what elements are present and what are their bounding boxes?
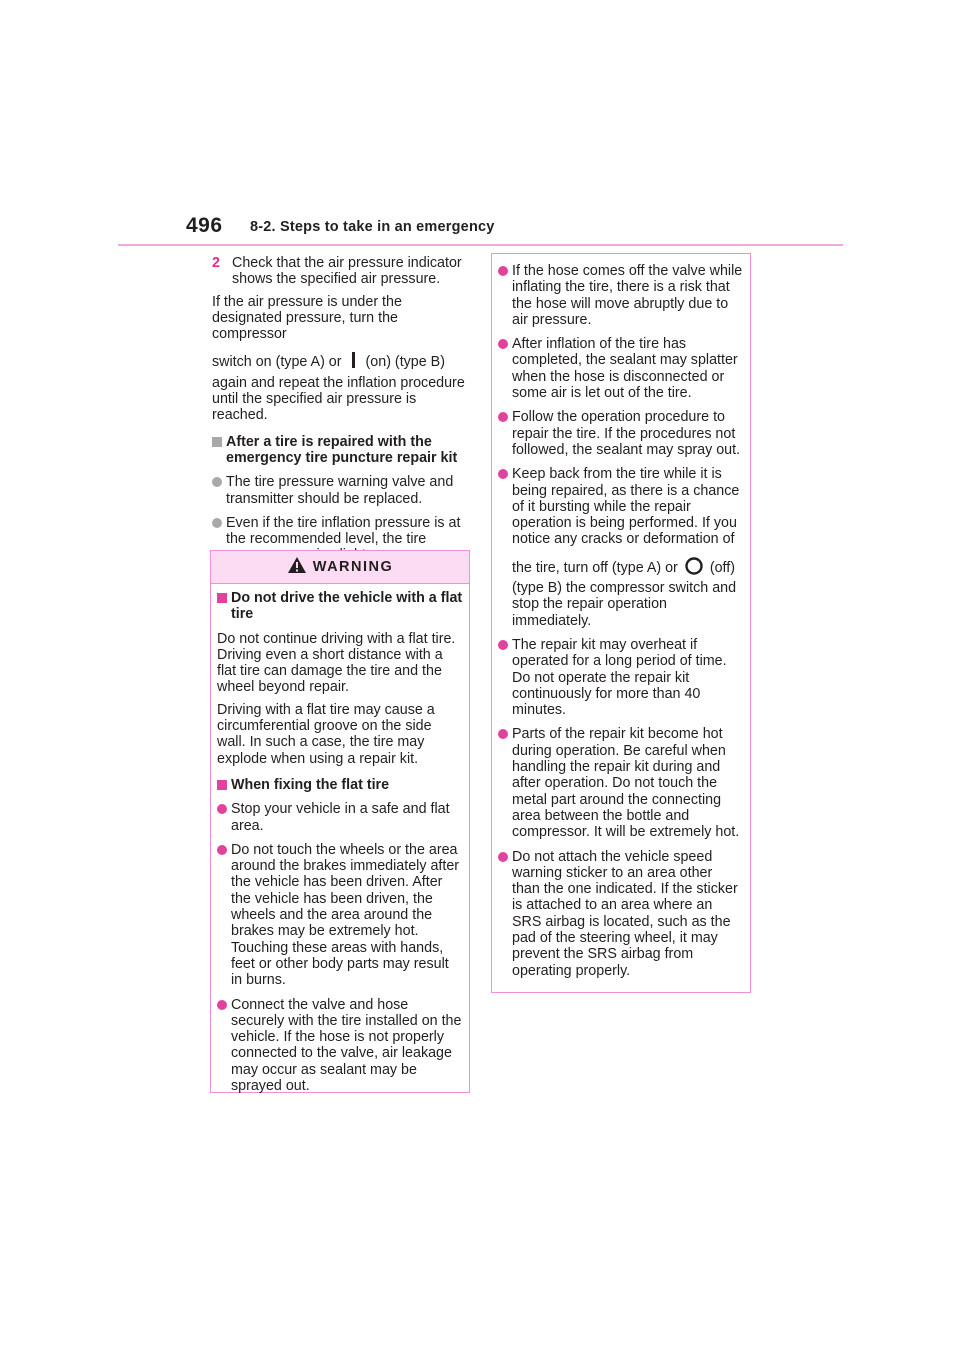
bullet-dot-icon: [498, 640, 508, 650]
right-bullet-3: [498, 409, 744, 458]
bullet-dot-icon: [217, 804, 227, 814]
warning-bullet-1: [217, 801, 463, 834]
bullet-dot-icon: [217, 1000, 227, 1010]
bullet-dot-icon: [212, 477, 222, 487]
step-2: [212, 255, 470, 288]
right-bullet-4-part3: (type B) the compressor switch and stop the repair operation immediately.: [512, 580, 737, 629]
inflation-para-2: [212, 352, 470, 372]
right-warning-continued: [491, 253, 751, 993]
square-bullet-icon: [217, 593, 227, 603]
bullet-dot-icon: [498, 729, 508, 739]
right-bullet-7-text: Do not attach the vehicle speed warning sticker to an area other than the one indicated. If the sticker is attached to an area where an SRS airbag is located, such as the pad of the steering wheel, it may prevent the SRS airbag from operating properly.: [512, 848, 738, 979]
warning-triangle-icon: [287, 556, 307, 578]
left-bullet-1: [212, 474, 470, 507]
right-bullet-4: [498, 466, 744, 629]
switch-on-type-a-text: switch on (type A) or: [212, 354, 342, 371]
step-number: 2: [212, 255, 220, 271]
square-bullet-icon: [212, 437, 222, 447]
step-text: Check that the air pressure indicator shows the specified air pressure.: [232, 255, 462, 288]
right-bullet-1-text: If the hose comes off the valve while inflating the tire, there is a risk that the hose will move abruptly due to air pressure.: [512, 263, 743, 328]
switch-on-type-b-text: (on) (type B): [365, 354, 445, 371]
right-bullet-4-line: [512, 556, 744, 580]
bullet-dot-icon: [498, 469, 508, 479]
warning-subhead-1: [217, 590, 463, 623]
bullet-dot-icon: [498, 339, 508, 349]
warning-bullet-3: [217, 997, 463, 1095]
warning-body: [211, 584, 469, 1094]
off-symbol-icon: [684, 556, 704, 580]
warning-subhead-2-text: When fixing the flat tire: [231, 776, 390, 793]
section-title: 8-2. Steps to take in an emergency: [250, 219, 495, 235]
bullet-dot-icon: [498, 852, 508, 862]
on-symbol-icon: [348, 352, 360, 372]
bullet-dot-icon: [217, 845, 227, 855]
header-rule: [118, 244, 843, 246]
right-bullet-3-text: Follow the operation procedure to repair the tire. If the procedures not followed, the sealant may spray out.: [512, 409, 741, 458]
left-bullet-1-text: The tire pressure warning valve and transmitter should be replaced.: [226, 474, 454, 507]
right-bullet-5-text: The repair kit may overheat if operated for a long period of time. Do not operate the repair kit continuously for more than 40 minutes.: [512, 636, 727, 719]
warning-para-1: Do not continue driving with a flat tire. Driving even a short distance with a flat tire can damage the tire and the wheel beyond repair.: [217, 630, 456, 696]
right-bullet-7: [498, 849, 744, 979]
turn-off-type-a-text: the tire, turn off (type A) or: [512, 559, 678, 576]
repaired-subhead: [212, 434, 470, 467]
right-bullet-4-part1: Keep back from the tire while it is being repaired, as there is a chance of it bursting while the repair operation is being performed. If you notice any cracks or deformation of: [512, 466, 740, 548]
bullet-dot-icon: [212, 518, 222, 528]
warning-title: WARNING: [312, 558, 394, 575]
warning-subhead-2: [217, 777, 463, 793]
inflation-para-3: again and repeat the inflation procedure until the specified air pressure is reached.: [212, 374, 465, 424]
warning-bullet-2: [217, 842, 463, 989]
inflation-para-1: If the air pressure is under the designated pressure, turn the compressor: [212, 293, 402, 343]
warning-bullet-3-text: Connect the valve and hose securely with the tire installed on the vehicle. If the hose is not properly connected to the valve, air leakage may occur as sealant may be sprayed out.: [231, 996, 462, 1095]
repaired-subhead-text: After a tire is repaired with the emergency tire puncture repair kit: [226, 433, 458, 466]
right-bullet-1: [498, 263, 744, 328]
warning-bullet-2-text: Do not touch the wheels or the area around the brakes immediately after the vehicle has been driven. After the vehicle has been driven, the wheels and the area around the brakes may be extremely hot. Touching these areas with hands, feet or other body parts may result in burns.: [231, 841, 460, 989]
left-column: [212, 255, 470, 588]
right-bullet-4-body: [512, 466, 744, 629]
right-bullet-5: [498, 637, 744, 718]
page-number: 496: [186, 214, 223, 237]
warning-bullet-1-text: Stop your vehicle in a safe and flat area.: [231, 801, 450, 834]
right-bullet-2: [498, 336, 744, 401]
bullet-dot-icon: [498, 266, 508, 276]
warning-subhead-1-text: Do not drive the vehicle with a flat tire: [231, 590, 463, 623]
square-bullet-icon: [217, 780, 227, 790]
turn-off-type-b-text: (off): [709, 559, 735, 576]
bullet-dot-icon: [498, 412, 508, 422]
right-bullet-6: [498, 726, 744, 840]
left-bullet-2-text: Even if the tire inflation pressure is at the recommended level, the tire: [226, 514, 461, 548]
warning-box: [210, 550, 470, 1093]
page-header: [186, 212, 846, 248]
right-bullet-2-text: After inflation of the tire has completed, the sealant may splatter when the hose is disconnected or some air is let out of the tire.: [512, 336, 738, 402]
warning-para-2: Driving with a flat tire may cause a circumferential groove on the side wall. In such a case, the tire may explode when using a repair kit.: [217, 701, 435, 767]
right-bullet-6-text: Parts of the repair kit become hot during operation. Be careful when handling the repair kit during and after operation. Do not touch the metal part around the connecting area between the bottle and compressor. It will be extremely hot.: [512, 726, 740, 841]
warning-header: [211, 551, 469, 584]
